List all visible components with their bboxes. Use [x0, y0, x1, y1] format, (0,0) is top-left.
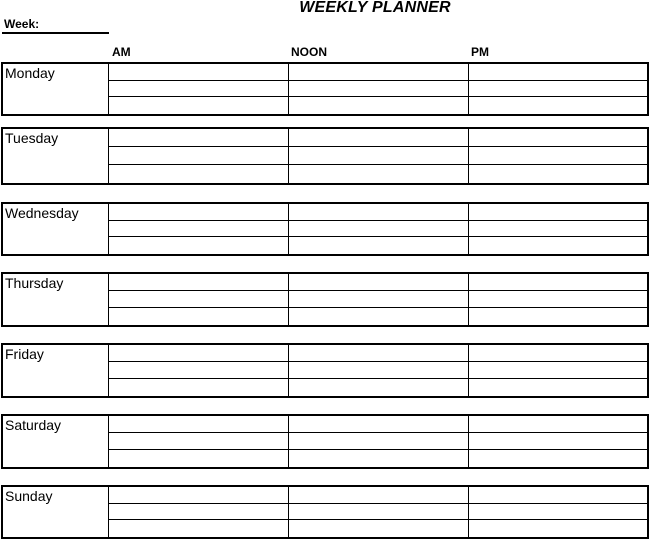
- slot-am[interactable]: [109, 291, 289, 308]
- slot-am[interactable]: [109, 504, 289, 521]
- slot-noon[interactable]: [289, 64, 469, 81]
- day-block-monday: [1, 62, 649, 116]
- page-title: WEEKLY PLANNER: [299, 0, 451, 16]
- slot-pm[interactable]: [469, 237, 647, 254]
- day-label: Friday: [3, 345, 109, 396]
- slot-noon[interactable]: [289, 204, 469, 221]
- day-block-thursday: [1, 272, 649, 327]
- slot-pm[interactable]: [469, 165, 647, 183]
- slot-noon[interactable]: [289, 221, 469, 238]
- column-header-pm: PM: [471, 45, 489, 59]
- slot-pm[interactable]: [469, 433, 647, 450]
- slot-pm[interactable]: [469, 504, 647, 521]
- slot-noon[interactable]: [289, 81, 469, 98]
- slot-am[interactable]: [109, 129, 289, 147]
- slot-pm[interactable]: [469, 81, 647, 98]
- slot-am[interactable]: [109, 237, 289, 254]
- slot-am[interactable]: [109, 520, 289, 537]
- slot-pm[interactable]: [469, 274, 647, 291]
- slot-pm[interactable]: [469, 204, 647, 221]
- slot-am[interactable]: [109, 362, 289, 379]
- slot-noon[interactable]: [289, 487, 469, 504]
- slot-am[interactable]: [109, 416, 289, 433]
- slot-noon[interactable]: [289, 237, 469, 254]
- day-label: Tuesday: [3, 129, 109, 183]
- slot-pm[interactable]: [469, 221, 647, 238]
- slot-pm[interactable]: [469, 308, 647, 325]
- slot-noon[interactable]: [289, 291, 469, 308]
- slot-am[interactable]: [109, 204, 289, 221]
- slot-pm[interactable]: [469, 379, 647, 396]
- slot-am[interactable]: [109, 345, 289, 362]
- slot-am[interactable]: [109, 97, 289, 114]
- day-label: Sunday: [3, 487, 109, 537]
- slot-noon[interactable]: [289, 129, 469, 147]
- slot-noon[interactable]: [289, 165, 469, 183]
- day-label: Monday: [3, 64, 109, 114]
- slot-noon[interactable]: [289, 97, 469, 114]
- slot-noon[interactable]: [289, 345, 469, 362]
- slot-am[interactable]: [109, 81, 289, 98]
- slot-noon[interactable]: [289, 450, 469, 467]
- slot-am[interactable]: [109, 450, 289, 467]
- slot-pm[interactable]: [469, 97, 647, 114]
- day-label: Saturday: [3, 416, 109, 467]
- slot-am[interactable]: [109, 308, 289, 325]
- slot-pm[interactable]: [469, 345, 647, 362]
- slot-noon[interactable]: [289, 274, 469, 291]
- slot-pm[interactable]: [469, 450, 647, 467]
- slot-am[interactable]: [109, 165, 289, 183]
- slot-pm[interactable]: [469, 416, 647, 433]
- slot-pm[interactable]: [469, 147, 647, 165]
- week-label: Week:: [4, 17, 40, 31]
- day-block-tuesday: [1, 127, 649, 185]
- slot-noon[interactable]: [289, 308, 469, 325]
- slot-am[interactable]: [109, 487, 289, 504]
- day-block-saturday: [1, 414, 649, 469]
- column-header-am: AM: [112, 45, 131, 59]
- slot-am[interactable]: [109, 64, 289, 81]
- day-label: Wednesday: [3, 204, 109, 254]
- slot-noon[interactable]: [289, 379, 469, 396]
- slot-noon[interactable]: [289, 416, 469, 433]
- slot-pm[interactable]: [469, 129, 647, 147]
- slot-pm[interactable]: [469, 291, 647, 308]
- slot-pm[interactable]: [469, 362, 647, 379]
- slot-noon[interactable]: [289, 147, 469, 165]
- week-input-line[interactable]: [2, 32, 109, 34]
- slot-am[interactable]: [109, 433, 289, 450]
- day-block-friday: [1, 343, 649, 398]
- slot-noon[interactable]: [289, 504, 469, 521]
- slot-noon[interactable]: [289, 433, 469, 450]
- day-block-wednesday: [1, 202, 649, 256]
- day-block-sunday: [1, 485, 649, 539]
- slot-noon[interactable]: [289, 362, 469, 379]
- slot-pm[interactable]: [469, 487, 647, 504]
- slot-am[interactable]: [109, 274, 289, 291]
- slot-noon[interactable]: [289, 520, 469, 537]
- slot-pm[interactable]: [469, 520, 647, 537]
- slot-am[interactable]: [109, 379, 289, 396]
- day-label: Thursday: [3, 274, 109, 325]
- column-header-noon: NOON: [291, 45, 327, 59]
- slot-pm[interactable]: [469, 64, 647, 81]
- slot-am[interactable]: [109, 147, 289, 165]
- slot-am[interactable]: [109, 221, 289, 238]
